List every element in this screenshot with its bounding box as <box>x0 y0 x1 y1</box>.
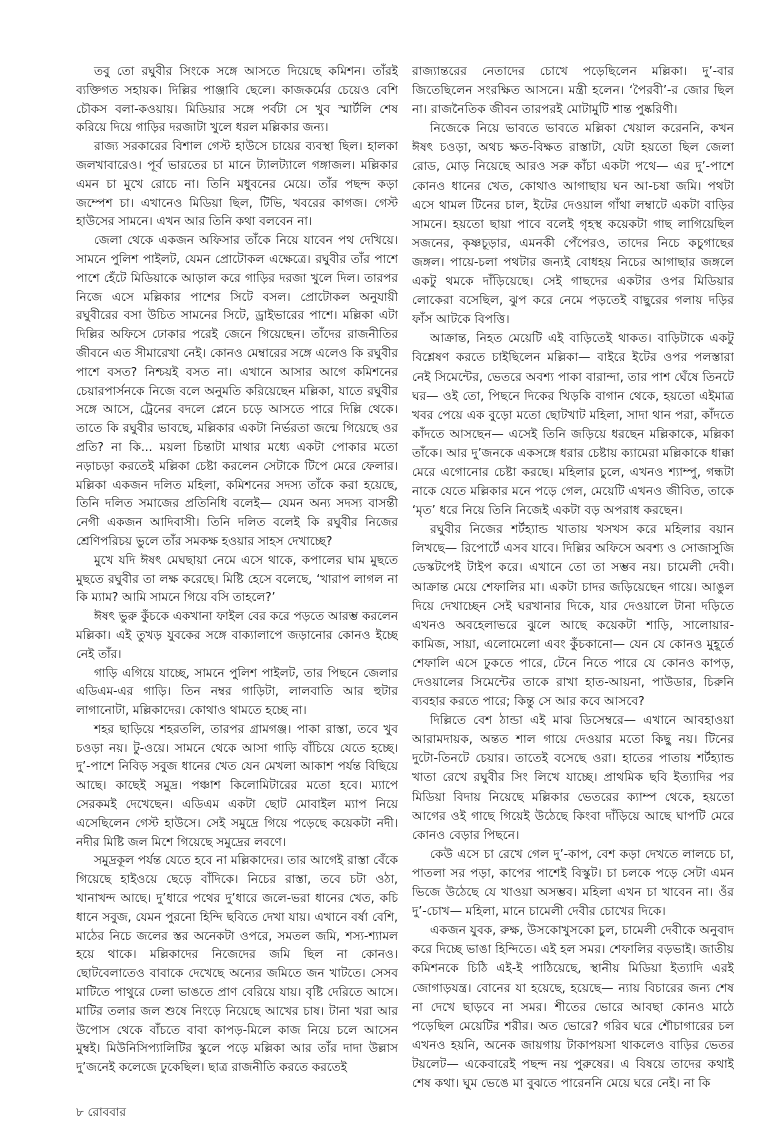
right-column <box>412 62 734 1092</box>
paragraph: আক্রান্ত, নিহত মেয়েটি এই বাড়িতেই থাকত। বাড়িটাকে একটু বিশ্লেষণ করতে চাইছিলেন মল্লিকা— বাইরে ইটের ওপর পলস্তারা নেই সিমেন্টের, ভেতরে অবশ্য পাকা বারান্দা, তার পাশ ঘেঁষে তিনটে ঘর— ওই তো, পিছনে দিকের খিড়কি বাগান থেকে, হয়তো এইমাত্র খবর পেয়ে এক বুড়ো মতো ছোটখাট মহিলা, সাদা থান পরা, কাঁদতে কাঁদতে আসছেন— এসেই তিনি জড়িয়ে ধরছেন মল্লিকাকে, মল্লিকা তাঁকে। আর দু’জনকে একসঙ্গে ধরার চেষ্টায় ক্যামেরা মল্লিকাকে ধাক্কা মেরে এগোনোর চেষ্টা করছে। মহিলার চুলে, এখনও শ্যাম্পু, গন্ধটা নাকে যেতে মল্লিকার মনে পড়ে গেল, মেয়েটি এখনও জীবিত, তাকে ‘মৃত’ ধরে নিয়ে তিনি নিজেই একটা বড় অপরাধ করছেন। <box>412 331 734 518</box>
page-footer: ৮ রোববার <box>76 1105 126 1119</box>
paragraph: কেউ এসে চা রেখে গেল দু’-কাপ, বেশ কড়া দেখতে লালচে চা, পাতলা সর পড়া, কাপের পাশেই বিস্কুট। চা চলকে পড়ে সেটা এমন ভিজে উঠেছে যে খাওয়া অসম্ভব। মহিলা এখন চা খাবেন না। ওঁর দু’-চোখ— মহিলা, মানে চামেলী দেবীর চোখের দিকে। <box>412 846 734 919</box>
left-column <box>76 62 398 1092</box>
paragraph: রঘুবীর নিজের শর্টহ্যান্ড খাতায় খসখস করে মহিলার বয়ান লিখছে— রিপোর্টে এসব যাবে। দিল্লির অফিসে অবশ্য ও সোজাসুজি ডেস্কটপেই টাইপ করে। এখানে তো তা সম্ভব নয়। চামেলী দেবী। আক্রান্ত মেয়ে শেফালির মা। একটা চাদর জড়িয়েছেন গায়ে। আঙুল দিয়ে দেখাচ্ছেন সেই ঘরখানার দিকে, যার দেওয়ালে টানা দড়িতে এখনও অবহেলাভরে ঝুলে আছে কয়েকটা শাড়ি, সালোয়ার-কামিজ, সায়া, এলোমেলো এবং কুঁচকানো— যেন যে কোনও মুহূর্তে শেফালি এসে ঢুকতে পারে, টেনে নিতে পারে যে কোনও কাপড়, দেওয়ালের সিমেন্টের তাকে রাখা হাত-আয়না, পাউডার, চিরুনি ব্যবহার করতে পারে; কিন্তু সে আর কবে আসবে? <box>412 522 734 709</box>
paragraph: জেলা থেকে একজন অফিসার তাঁকে নিয়ে যাবেন পথ দেখিয়ে। সামনে পুলিশ পাইলট, যেমন প্রোটোকল এক্ষেত্রে। রঘুবীর তাঁর পাশে পাশে হেঁটে মিডিয়াকে আড়াল করে গাড়ির দরজা খুলে দিল। তারপর নিজে এসে মল্লিকার পাশের সিটে বসল। প্রোটোকল অনুযায়ী রঘুবীরের বসা উচিত সামনের সিটে, ড্রাইভারের পাশে। মল্লিকা এটা দিল্লির অফিসে ঢোকার পরেই জেনে গিয়েছেন। তাঁদের রাজনীতির জীবনে এত সীমারেখা নেই। কোনও মেম্বারের সঙ্গে এলেও কি রঘুবীর পাশে বসত? নিশ্চয়ই বসত না। এখানে আসার আগে কমিশনের চেয়ারপার্সনকে নিজে বলে অনুমতি করিয়েছেন মল্লিকা, যাতে রঘুবীর সঙ্গে আসে, ট্রেনের বদলে প্লেনে চড়ে আসতে পারে দিল্লি থেকে। তাতে কি রঘুবীর ভাবছে, মল্লিকার একটা নির্ভরতা জন্মে গিয়েছে ওর প্রতি? না কি... ময়লা চিন্তাটা মাথার মধ্যে একটা পোকার মতো নড়াচড়া করতেই মল্লিকা চেষ্টা করলেন সেটাকে টিপে মেরে ফেলার। মল্লিকা একজন দলিত মহিলা, কমিশনের সদস্য তাঁকে করা হয়েছে, তিনি দলিত সমাজের প্রতিনিধি বলেই— যেমন অন্য সদস্য বাসন্তী নেগী একজন আদিবাসী। তিনি দলিত বলেই কি রঘুবীর নিজের শ্রেণিপরিচয় ভুলে তাঁর সমকক্ষ হওয়ার সাহস দেখাচ্ছে? <box>76 233 398 548</box>
paragraph: শহর ছাড়িয়ে শহরতলি, তারপর গ্রামগঞ্জ। পাকা রাস্তা, তবে খুব চওড়া নয়। টু-ওয়ে। সামনে থেকে আসা গাড়ি বাঁচিয়ে যেতে হচ্ছে। দু’-পাশে নিবিড় সবুজ ধানের খেত যেন মেখলা আকাশ পর্যন্ত বিছিয়ে আছে। কাছেই সমুদ্র। পঞ্চাশ কিলোমিটারের মতো হবে। ম্যাপে সেরকমই দেখেছেন। এডিএম একটা ছোট মোবাইল ম্যাপ নিয়ে এসেছিলেন গেস্ট হাউসে। সেই সমুদ্রে গিয়ে পড়েছে কয়েকটা নদী। নদীর মিষ্টি জল মিশে গিয়েছে সমুদ্রের লবণে। <box>76 721 398 849</box>
text-columns <box>76 62 734 1092</box>
paragraph: রাজ্যান্তরের নেতাদের চোখে পড়েছিলেন মল্লিকা। দু’-বার জিতেছিলেন সংরক্ষিত আসনে। মন্ত্রী হলেন। ‘পৈরবী’-র জোর ছিল না। রাজনৈতিক জীবন তারপরই মোটামুটি শান্ত পুষ্করিণী। <box>412 64 734 117</box>
paragraph: দিল্লিতে বেশ ঠান্ডা এই মাঝ ডিসেম্বরে— এখানে আবহাওয়া আরামদায়ক, অন্তত শাল গায়ে দেওয়ার মতো কিছু নয়। টিনের দুটো-তিনটে চেয়ার। তাতেই বসেছে ওরা। হাতের পাতায় শর্টহ্যান্ড খাতা রেখে রঘুবীর সিং লিখে যাচ্ছে। প্রাথমিক ছবি ইত্যাদির পর মিডিয়া বিদায় নিয়েছে মল্লিকার ভেতরের ক্যাম্প থেকে, হয়তো আগের ওই গাছে গিয়েই উঠেছে কিংবা দাঁড়িয়ে আছে ঘাপটি মেরে কোনও বেড়ার পিছনে। <box>412 713 734 842</box>
paragraph: একজন যুবক, রুক্ষ, উসকোখুসকো চুল, চামেলী দেবীকে অনুবাদ করে দিচ্ছে ভাঙা হিন্দিতে। এই হল সমর। শেফালির বড়ভাই। জাতীয় কমিশনকে চিঠি এই-ই পাঠিয়েছে, স্থানীয় মিডিয়া ইত্যাদি এরই জোগাড়যন্ত্র। বোনের যা হয়েছে, হয়েছে— ন্যায় বিচারের জন্য শেষ না দেখে ছাড়বে না সমর। শীতের ভোরে আবছা কোনও মাঠে পড়েছিল মেয়েটির শরীর। অত ভোরে? গরিব ঘরে শৌচাগারের চল এখনও হয়নি, অনেক জায়গায় টাকাপয়সা থাকলেও বাড়ির ভেতর টয়লেট— একেবারেই পছন্দ নয় পুরুষের। এ বিষয়ে তাদের কথাই শেষ কথা। ঘুম ভেঙে মা বুঝতে পারেননি মেয়ে ঘরে নেই। না কি <box>412 923 734 1090</box>
paragraph: নিজেকে নিয়ে ভাবতে ভাবতে মল্লিকা খেয়াল করেননি, কখন ঈষৎ চওড়া, অথচ ক্ষত-বিক্ষত রাস্তাটা, যেটা হয়তো ছিল জেলা রোড, মোড় নিয়েছে আরও সরু কাঁচা একটা পথে— এর দু’-পাশে কোনও ধানের খেত, কোথাও আগাছায় ঘন আ-চষা জমি। পথটা এসে থামল টিনের চাল, ইটের দেওয়াল গাঁথা লম্বাটে একটা বাড়ির সামনে। হয়তো ছায়া পাবে বলেই গৃহস্থ কয়েকটা গাছ লাগিয়েছিল সজনের, কৃষ্ণচূড়ার, এমনকী পেঁপেরও, তাদের নিচে কচুগাছের জঙ্গল। পায়ে-চলা পথটার জন্যই বোধহয় নিচের আগাছার জঙ্গলে একটু থমকে দাঁড়িয়েছে। সেই গাছদের একটার ওপর মিডিয়ার লোকেরা বসেছিল, ঝুপ করে নেমে পড়তেই বাছুরের গলায় দড়ির ফাঁস আটকে বিপত্তি। <box>412 121 734 327</box>
paragraph: রাজ্য সরকারের বিশাল গেস্ট হাউসে চায়ের ব্যবস্থা ছিল। হালকা জলখাবারেও। পূর্ব ভারতের চা মানে ট্যালট্যালে গঙ্গাজল। মল্লিকার এমন চা মুখে রোচে না। তিনি মধুবনের মেয়ে। তাঁর পছন্দ কড়া জম্পেশ চা। এখানেও মিডিয়া ছিল, টিভি, খবরের কাগজ। গেস্ট হাউসের সামনে। এখন আর তিনি কথা বলবেন না। <box>76 139 398 229</box>
paragraph: সমুদ্রকূল পর্যন্ত যেতে হবে না মল্লিকাদের। তার আগেই রাস্তা বেঁকে গিয়েছে হাইওয়ে ছেড়ে বাঁদিকে। নিচের রাস্তা, তবে চটা ওঠা, খানাখন্দ আছে। দু’ধারে পথের দু’ধারে জলে-ভরা ধানের খেত, কচি ধানে সবুজ, যেমন পুরনো হিন্দি ছবিতে দেখা যায়। এখানে বর্ষা বেশি, মাঠের নিচে জলের স্তর অনেকটা ওপরে, সমতল জমি, শস্য-শ্যামল হয়ে থাকে। মল্লিকাদের নিজেদের জমি ছিল না কোনও। ছোটবেলাতেও বাবাকে দেখেছে অন্যের জমিতে জন খাটতে। সেসব মাটিতে পাথুরে ঢেলা ভাঙতে প্রাণ বেরিয়ে যায়। বৃষ্টি দেরিতে আসে। মাটির তলার জল শুষে নিংড়ে নিয়েছে আখের চাষ। টানা খরা আর উপোস থেকে বাঁচতে বাবা কাপড়-মিলে কাজ নিয়ে চলে আসেন মুম্বই। মিউনিসিপ্যালিটির স্কুলে পড়ে মল্লিকা আর তাঁর দাদা উল্লাস দু’জনেই কলেজে ঢুকেছিল। ছাত্র রাজনীতি করতে করতেই <box>76 853 398 1075</box>
paragraph: তবু তো রঘুবীর সিংকে সঙ্গে আসতে দিয়েছে কমিশন। তাঁরই ব্যক্তিগত সহায়ক। দিল্লির পাঞ্জাবি ছেলে। কাজকর্মের চেয়েও বেশি চৌকস বলা-কওয়ায়। মিডিয়ার সঙ্গে পর্বটা সে খুব স্মার্টলি শেষ করিয়ে দিয়ে গাড়ির দরজাটা খুলে ধরল মল্লিকার জন্য। <box>76 64 398 135</box>
paragraph: ঈষৎ ভুরু কুঁচকে একখানা ফাইল বের করে পড়তে আরম্ভ করলেন মল্লিকা। এই তুখড় যুবকের সঙ্গে বাক্যালাপে জড়ানোর কোনও ইচ্ছে নেই তাঁর। <box>76 609 398 661</box>
paragraph: মুখে যদি ঈষৎ মেঘছায়া নেমে এসে থাকে, কপালের ঘাম মুছতে মুছতে রঘুবীর তা লক্ষ করেছে। মিষ্টি হেসে বলেছে, ‘খারাপ লাগল না কি ম্যাম? আমি সামনে গিয়ে বসি তাহলে?’ <box>76 552 398 605</box>
paragraph: গাড়ি এগিয়ে যাচ্ছে, সামনে পুলিশ পাইলট, তার পিছনে জেলার এডিএম-এর গাড়ি। তিন নম্বর গাড়িটা, লালবাতি আর হুটার লাগানোটা, মল্লিকাদের। কোথাও থামতে হচ্ছে না। <box>76 665 398 718</box>
